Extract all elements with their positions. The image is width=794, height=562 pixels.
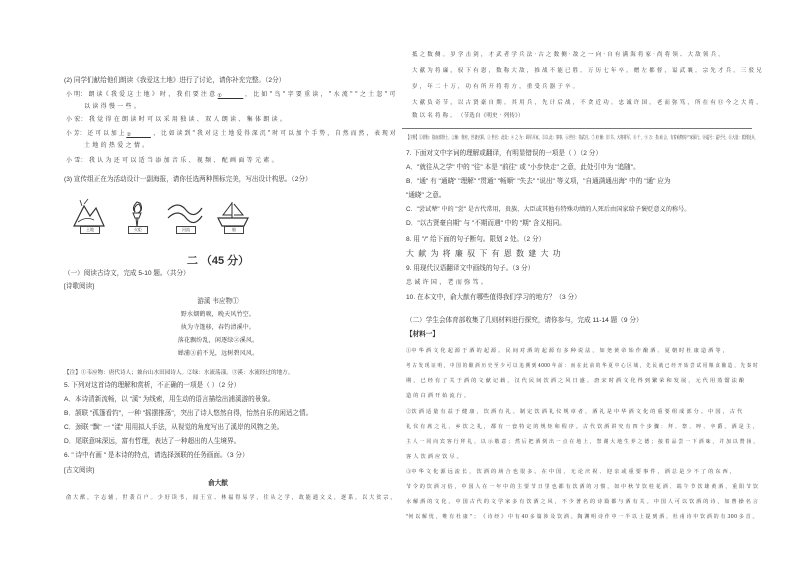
poem-line: 野水烟鹤唳，晚天风竹空。 xyxy=(180,311,256,318)
icon-label: 船 xyxy=(224,226,244,234)
classical-text-line: 抵 之 数 侧 。 岁 学 击 剑 ， 才 武 者 学 兵 法 · 古 之 数 侧 · 敌 之 一 向 · 自 有 满 海 将 家 · 尚 将 领 、 大 敌 领 兵 。 xyxy=(412,52,724,58)
classical-title: 俞大猷 xyxy=(208,480,228,487)
dialogue-xiaoming-line2: 以 读 得 慢 一 些 。 xyxy=(84,103,141,110)
icon-label: 河流 xyxy=(176,226,196,234)
question-7: 7. 下面对文中字词的理解或翻译，有明显错误的一项是（ ）（2 分） xyxy=(406,150,602,157)
land-icon[interactable] xyxy=(68,198,110,238)
question-6: 6. " 诗中有画 " 是本诗的特点，请选择颈联的任务画面。（3 分） xyxy=(64,452,249,459)
question-7-option-a[interactable]: A．"就往从之学" 中的 "往" 本是 "前往" 或 "小步快走" 之意，此处引申为 "追随"。 xyxy=(406,164,640,171)
question-10: 10. 在本文中，俞大猷有哪些值得我们学习的地方？（3 分） xyxy=(406,294,581,301)
icon-label: 土地 xyxy=(80,226,100,234)
river-icon[interactable] xyxy=(164,198,206,238)
answer-blank-2[interactable] xyxy=(127,131,152,138)
dialogue-xiaoming-line xyxy=(66,91,396,99)
material-line: 期 ， 已 经 有 了 关 于 酒 的 文 献 记 载 ， 汉 代 民 间 饮 酒 之 风 日 盛 。 唐 宋 时 酒 文 化 得 到 繁 荣 和 发 展 ， 元 代 用 蒸 馏 法 酿 xyxy=(406,378,745,384)
material-line: 礼 仪 有 席 之 礼 、 乡 饮 之 礼 ， 都 有 一 套 特 定 的 规 矩 和 程 序 。 古 代 饮 酒 讲 究 有 四 个 步 骤 ： 拜 、 祭 、 啐 、 卒 爵 。 酒 是 主 ， xyxy=(406,424,759,430)
question-8-sentence[interactable]: 大 献 为 将 廉 驭 下 有 恩 数 建 大 功 xyxy=(406,249,562,258)
classical-text-line: 岁 ， 年 二 十 万 ， 功 有 所 开 将 将 方 ， 重 受 兵 器 于 卒 。 xyxy=(412,84,579,90)
question-9-sentence: 忠 诚 许 国 ， 老 而 弥 笃 。 xyxy=(406,279,487,286)
question-7-option-d[interactable]: D．"以古贤豪自期" 与 "不期而遇" 中的 "期" 含义相同。 xyxy=(406,220,566,227)
poem-note: 【注】①韦应物：唐代诗人；兼台山水田园诗人。②绿：水流荡漾。③溪：水流经过的地方。 xyxy=(64,370,294,376)
question-9: 9. 用现代汉语翻译文中画线的句子。（3 分） xyxy=(406,265,535,272)
poem-line: 落花飘纷乱，闲逐绿②溪风。 xyxy=(177,337,259,344)
material-line: "何 以 解 忧 ， 唯 有 杜 康 " ； 《 诗 经 》 中 有 40 多 篇 涉 及 饮 酒 。 陶 渊 明 诗 作 中 一 半 以 上 提 到 酒 ， 杜 甫 诗 中 饮 酒 的 有 300 多 首 。 xyxy=(406,514,758,520)
ship-icon[interactable] xyxy=(212,198,254,238)
question-5-option-b[interactable]: B．颔联 "孤篷看钓"，一种 "摇摆推荡"，突出了诗人悠然自得，怡然自乐的闲适之情。 xyxy=(64,410,313,417)
material-line: 节 令 的 饮 酒 习 俗 ， 中 国 人 在 一 年 中 的 主 要 节 日 里 也 都 有 饮 酒 的 习 惯 ， 如 中 秋 节 饮 桂 花 酒 、 端 午 节 饮 雄 黄 酒 ， 重 阳 节 饮 xyxy=(406,484,759,490)
answer-blank-1[interactable] xyxy=(217,92,243,99)
poetry-label: [诗歌阅读] xyxy=(64,283,95,290)
question-8: 8. 用 "/" 给下面的句子断句。限划 2 处。（2 分） xyxy=(406,236,546,243)
poem-line: 执为寺篷移，春钓清溪中。 xyxy=(180,324,256,331)
dialogue-xiaoxue-line: 小 雪： 我 认 为 还 可 以 适 当 添 加 音 乐 、 视 频 、 配 画 面 等 元 素 。 xyxy=(66,157,278,164)
question-7-option-b-cont: "通晓" 之意。 xyxy=(406,192,446,199)
blank-label: ① xyxy=(217,93,222,99)
blank-label: ② xyxy=(126,132,132,138)
torch-icon[interactable] xyxy=(116,198,158,238)
part-one-heading: （一）阅读古诗文，完成 5-10 题。（共分） xyxy=(64,270,190,277)
dialogue-xiaofang-line xyxy=(66,130,396,138)
question-2-text: (2) 同学们献给他们朗读《我爱这土地》进行了讨论，请你补充完整。（2分） xyxy=(64,77,286,84)
classical-notes: 【注释】①谓衔：指南部督士。②辅：督府，世袭官职。③ 世官：此处：④ 之 为：调军兵家，⑤以 此：事事，⑥世官：指武官。⑦ 府 辅：旧 书，大将将军，⑧ 千 ，⑨ 万：指 商 会，有着商物的产家保行。⑩谥号：谥号号，⑪大量：派到处兵。 xyxy=(406,135,758,141)
classical-text-line: 大 献 为 将 廉 ， 驭 下 有 恩 ， 数 称 大 敌 ， 推 战 不 能 已 胜 。 万 历 七 年 卒 ， 赠 左 都 督 ， 谥 武 襄 。 宗 先 才 兵 。 三 驳 兄 xyxy=(412,68,762,74)
dialogue-xiaofang-line2: 土 地 的 热 爱 之 情 。 xyxy=(84,142,149,149)
classical-text-line: 俞 大 猷 ， 字 志 辅 ， 世 袭 百 户 。 少 好 读 书 ， 闻 王 宣 、 林 福 得 易 学 ， 往 从 之 学 ， 故 能 通 文 义 ， 逐 系 ， 以 大 贫 宗 ， xyxy=(66,495,396,501)
material-label: 【材料一】 xyxy=(406,331,439,338)
dialogue-xiaohong-line: 小 宏： 我 觉 得 在 朗 读 时 可 以 采 用 独 读 、 双 人 朗 读 、 集 体 朗 读 。 xyxy=(66,116,287,123)
section-title: 二 （45 分） xyxy=(186,255,250,267)
dialogue-text: ， 比 如 读 到 " 我 对 这 土 地 爱 得 深 沉 " 时 可 以 加 个 手 势 ， 自 然 而 然 ， 表 现 对 xyxy=(153,130,396,137)
question-7-option-b[interactable]: B．"通" 有 "通晓" "理解" "贯通" "畅顺" "失去" "说出" 等义项，"自通满通出海" 中的 "通" 应为 xyxy=(406,178,671,185)
icon-label: 火炬 xyxy=(128,226,148,234)
question-5: 5. 下列对这首诗的理解和赏析，不正确的一项是（ ）（2 分） xyxy=(64,382,241,389)
material-line: ②饮 酒 适 量 有 益 于 健 康 ， 饮 酒 有 礼 。 制 定 饮 酒 礼 仪 规 章 者 ， 酒 礼 是 中 华 酒 文 化 的 重 要 组 成 部 分 。 中 国 ， 古 代 xyxy=(406,409,743,415)
dialogue-text: ， 比 如 " 鸟 " 字 要 重 读 ， " 水 流 " " 之 土 忽 " 可 xyxy=(245,91,396,98)
material-line: 客 人 饮 酒 应 饮 尽 。 xyxy=(406,454,463,460)
material-line: 主 人 一 同 向 宾 客 行 拜 礼 ， 以 示 敬 意 ； 然 后 把 酒 倒 出 一 点 在 地 上 ， 祭 谢 大 地 生 养 之 德 ； 接 着 品 尝 一 下 酒 味 ， 并 加 以 赞 扬 ， xyxy=(406,439,759,445)
question-5-option-a[interactable]: A．本诗清新流畅，以 "溪" 为线索，用生动的语言描绘出浦溪游的景象。 xyxy=(64,396,275,403)
classical-text-source: 数 以 名 将 称 。 （节选自《明史 · 列传》） xyxy=(412,113,524,119)
dialogue-text: 小 芳： 还 可 以 加 上 xyxy=(66,130,125,137)
poem-line: 婵浦③前不见，远树碧风风。 xyxy=(177,350,259,357)
question-5-option-c[interactable]: C．颈联 "飘" 一 "漾" 用用拟人手法，从视觉的角度写出了溪岸的风物之美。 xyxy=(64,424,284,431)
material-line: ①中 华 酒 文 化 起 源 于 酒 的 起 源 。 民 间 对 酒 的 起 源 有 多 种 说 法 ， 如 尧 黄 帝 始 作 酿 酒 、 夏 朝 时 杜 康 造 酒 等 ， xyxy=(406,348,728,354)
material-line: ③中 华 文 化 源 远 流 长 ， 饮 酒 的 场 合 也 很 多 。 在 中 国 ， 无 论 庆 祝 、 迎 亲 或 重 要 事 件 ， 酒 总 是 少 不 了 的 东 西 ， xyxy=(406,469,736,475)
question-7-option-c[interactable]: C．"尝试辇" 中的 "尝" 是古代常用，贵族、大臣或其他有特殊功绩的人死后由国家给予褒贬意义的称号。 xyxy=(406,206,691,213)
classical-label: [古文阅读] xyxy=(64,467,95,474)
divider xyxy=(402,128,752,129)
material-line: 造 的 白 酒 开 始 流 行 。 xyxy=(406,393,470,399)
material-line: 考 古 发 现 证 明 ， 中 国 的 酿 酒 历 史 至 少 可 以 追 溯 到 4000 年 前 ： 而 在 此 前 的 华 夏 中 心 区 域 ， 先 民 就 已 经 开 始 尝 试 用 粮 食 酿 造 ， 先 秦 时 xyxy=(406,363,758,369)
material-line: 水 解 酒 的 文 化 。 中 国 古 代 的 文 学 家 多 有 饮 酒 之 风 ， 不 少 著 名 的 诗 篇 都 与 酒 有 关 。 中 国 人 可 以 饮 酒 的 诗 ， 如 曹 操 名 言 xyxy=(406,499,759,505)
question-3-text: (3) 宣传组正在为活动设计一副海报，请你任选两种图标完美，写出设计构思。（2分） xyxy=(64,176,312,183)
poem-title: 游溪 韦应物① xyxy=(197,298,239,305)
dialogue-text: 小 明： 朗 读《 我 爱 这 土 地 》 时 ， 我 们 要 注 意 xyxy=(66,91,216,98)
part-two-heading: （二）学生会体育部收集了几则材料进行探究，请你参与，完成 11-14 题（9 分） xyxy=(406,317,643,324)
classical-text-line: 大 献 负 奇 节 ， 以 古 贤 豪 自 期 。 其 用 兵 ， 先 计 后 战 ， 不 贪 近 功 。 忠 诚 许 国 ， 老 而 弥 笃 ， 所 在 有 ⑪ 今 之 大 将 ， xyxy=(412,100,762,106)
question-5-option-d[interactable]: D．尾联意味深远，富有哲理，表达了一种超出的人生境界。 xyxy=(64,438,241,445)
